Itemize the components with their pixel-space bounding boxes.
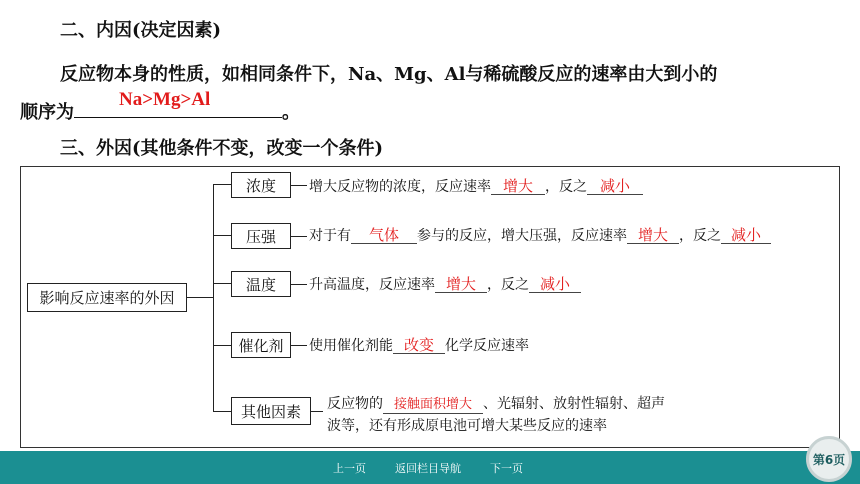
catalyst-text: [309, 335, 529, 355]
temperature-fill2: 减小: [529, 276, 581, 293]
factor-box-concentration: 浓度: [231, 172, 291, 198]
answer-blank: [74, 89, 282, 118]
other-text-line2: 波等，还有形成原电池可增大某些反应的速率: [327, 418, 607, 434]
section2-heading: 二、内因(决定因素): [60, 20, 222, 41]
catalyst-fill1: 改变: [393, 337, 445, 354]
next-page-link[interactable]: 下一页: [490, 462, 523, 475]
pressure-fill2: 增大: [627, 227, 679, 244]
pressure-text3: ，反之: [679, 228, 721, 244]
other-text1: 反应物的: [327, 396, 383, 412]
other-text-line1: [327, 393, 665, 414]
arrow-catalyst: [291, 345, 307, 346]
prev-page-link[interactable]: 上一页: [333, 462, 366, 475]
pressure-fill3: 减小: [721, 227, 771, 244]
answer-text: Na>Mg>Al: [119, 89, 211, 110]
para-prefix: 顺序为: [20, 102, 74, 123]
arrow-concentration: [291, 185, 307, 186]
temperature-text1: 升高温度，反应速率: [309, 277, 435, 293]
pressure-text2: 参与的反应，增大压强，反应速率: [417, 228, 627, 244]
branch-pressure: [213, 235, 231, 236]
factor-box-catalyst: 催化剂: [231, 332, 291, 358]
concentration-fill2: 减小: [587, 178, 643, 195]
root-box: 影响反应速率的外因: [27, 283, 187, 312]
pressure-text: [309, 225, 771, 245]
section2-paragraph-line1: 反应物本身的性质，如相同条件下，Na、Mg、Al与稀硫酸反应的速率由大到小的: [60, 64, 718, 85]
other-fill1: 接触面积增大: [383, 397, 483, 414]
factor-box-temperature: 温度: [231, 271, 291, 297]
para-suffix: 。: [282, 102, 300, 123]
trunk-line: [213, 184, 214, 411]
root-connector: [187, 297, 213, 298]
temperature-fill1: 增大: [435, 276, 487, 293]
section3-heading: 三、外因(其他条件不变，改变一个条件): [60, 138, 384, 159]
back-to-menu-link[interactable]: 返回栏目导航: [395, 462, 461, 475]
arrow-pressure: [291, 236, 307, 237]
concentration-text1: 增大反应物的浓度，反应速率: [309, 179, 491, 195]
arrow-other: [311, 411, 323, 412]
factor-diagram: [20, 166, 840, 448]
footer-nav-bar: [0, 451, 860, 484]
concentration-fill1: 增大: [491, 178, 545, 195]
branch-concentration: [213, 184, 231, 185]
branch-temperature: [213, 283, 231, 284]
factor-box-other: 其他因素: [231, 397, 311, 425]
temperature-text2: ，反之: [487, 277, 529, 293]
pressure-text1: 对于有: [309, 228, 351, 244]
branch-other: [213, 411, 231, 412]
temperature-text: [309, 274, 581, 294]
concentration-text: [309, 176, 643, 196]
page-number-badge: 第6页: [806, 436, 852, 482]
factor-box-pressure: 压强: [231, 223, 291, 249]
catalyst-text1: 使用催化剂能: [309, 338, 393, 354]
catalyst-text2: 化学反应速率: [445, 338, 529, 354]
other-text2: 、光辐射、放射性辐射、超声: [483, 396, 665, 412]
concentration-text2: ，反之: [545, 179, 587, 195]
arrow-temperature: [291, 284, 307, 285]
section2-paragraph-line2: [20, 89, 300, 124]
branch-catalyst: [213, 345, 231, 346]
pressure-fill1: 气体: [351, 227, 417, 244]
